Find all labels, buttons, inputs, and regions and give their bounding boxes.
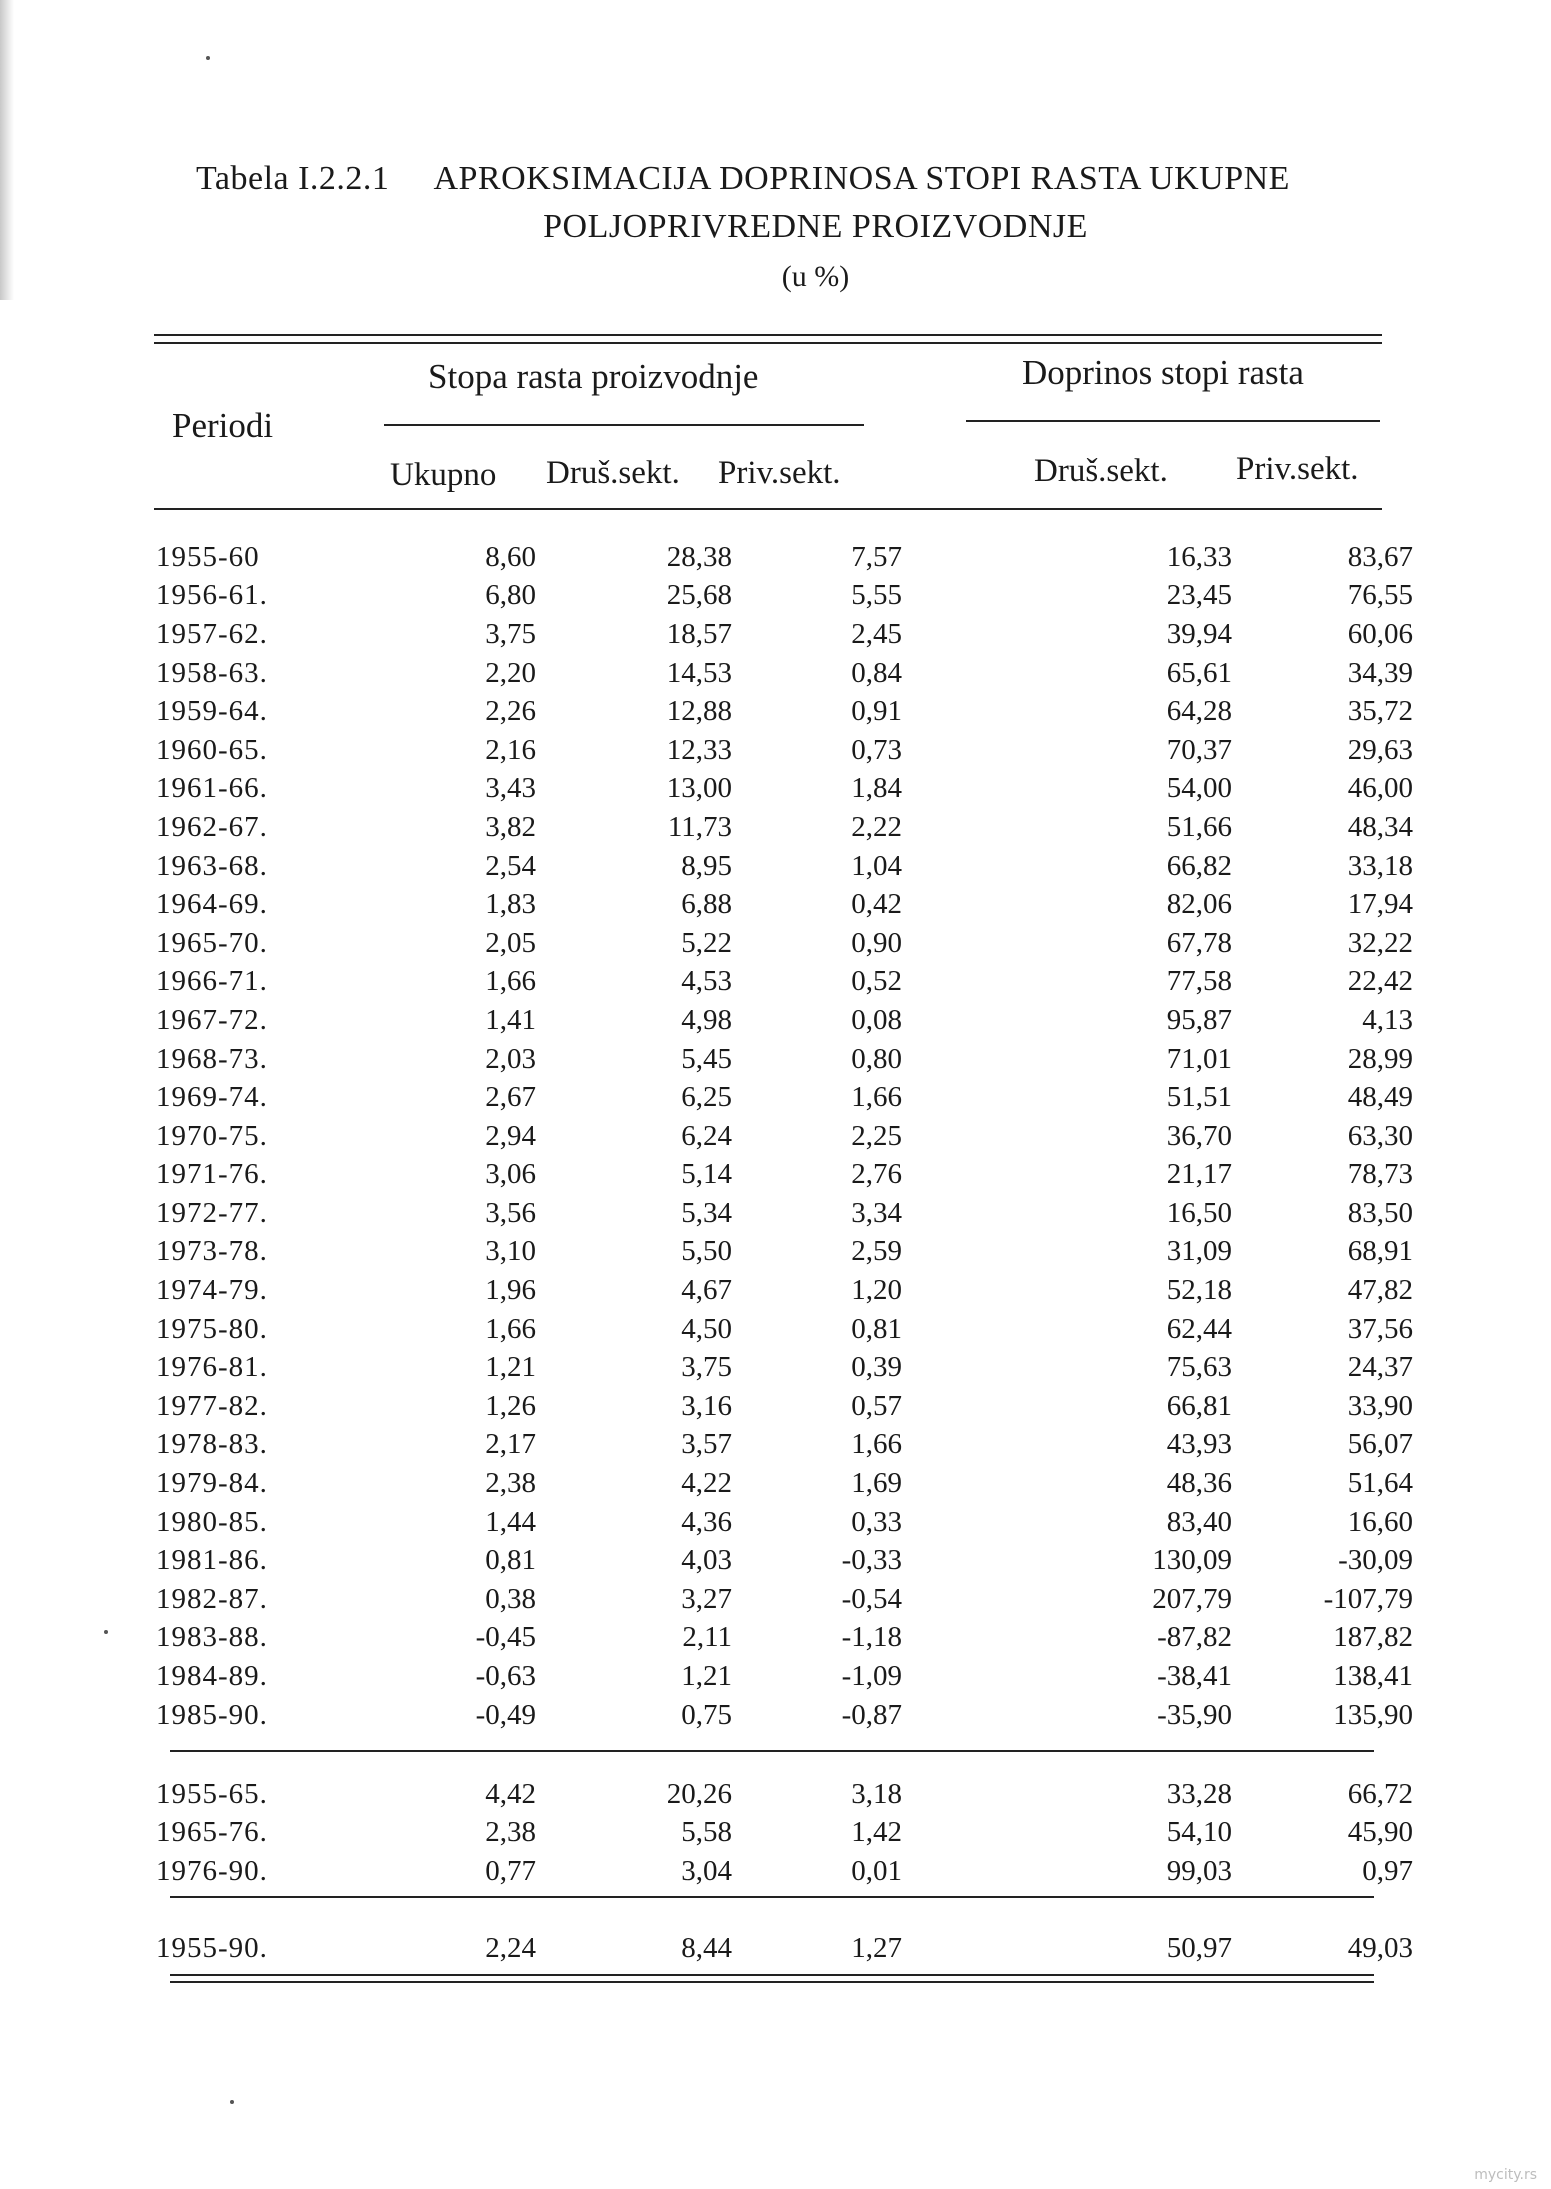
doprinos-priv-cell: 16,60 — [1347, 1505, 1413, 1538]
ukupno-cell: 2,03 — [485, 1042, 536, 1075]
priv-sekt-cell: -0,54 — [841, 1582, 902, 1615]
priv-sekt-cell: 0,90 — [851, 926, 902, 959]
doprinos-priv-cell: -107,79 — [1323, 1582, 1413, 1615]
period-cell: 1964-69. — [156, 888, 268, 921]
period-cell: 1958-63. — [156, 656, 268, 689]
doprinos-priv-cell: 138,41 — [1333, 1660, 1413, 1693]
period-cell: 1980-85. — [156, 1505, 268, 1538]
scan-speck — [206, 56, 210, 60]
doprinos-priv-cell: 22,42 — [1347, 965, 1413, 998]
drus-sekt-cell: 25,68 — [666, 579, 732, 612]
ukupno-cell: 2,16 — [485, 733, 536, 766]
drus-sekt-cell: 4,03 — [681, 1544, 732, 1577]
priv-sekt-cell: 2,25 — [851, 1119, 902, 1152]
doprinos-priv-cell: 135,90 — [1333, 1698, 1413, 1731]
footer-rule-2 — [170, 1981, 1374, 1983]
drus-sekt-cell: 5,58 — [681, 1816, 732, 1849]
priv-sekt-cell: 2,59 — [851, 1235, 902, 1268]
drus-sekt-cell: 3,75 — [681, 1351, 732, 1384]
doprinos-drus-cell: 51,66 — [1166, 810, 1232, 843]
ukupno-cell: 1,41 — [485, 1003, 536, 1036]
priv-sekt-cell: 0,01 — [851, 1854, 902, 1887]
priv-sekt-cell: 0,39 — [851, 1351, 902, 1384]
table-row — [156, 963, 1413, 1002]
doprinos-priv-cell: 78,73 — [1347, 1158, 1413, 1191]
table-row — [156, 1852, 1413, 1891]
drus-sekt-cell: 4,67 — [681, 1274, 732, 1307]
drus-sekt-cell: 5,34 — [681, 1196, 732, 1229]
ukupno-cell: 1,66 — [485, 1312, 536, 1345]
table-row — [156, 1696, 1413, 1735]
ukupno-cell: 8,60 — [485, 540, 536, 573]
doprinos-drus-cell: 65,61 — [1166, 656, 1232, 689]
period-cell: 1962-67. — [156, 810, 268, 843]
doprinos-priv-cell: 33,18 — [1347, 849, 1413, 882]
ukupno-cell: 2,05 — [485, 926, 536, 959]
period-cell: 1982-87. — [156, 1582, 268, 1615]
priv-sekt-cell: 0,33 — [851, 1505, 902, 1538]
priv-sekt-cell: 1,66 — [851, 1428, 902, 1461]
priv-sekt-cell: 1,66 — [851, 1081, 902, 1114]
table-row — [156, 1929, 1413, 1968]
table-row — [156, 1503, 1413, 1542]
table-row — [156, 1078, 1413, 1117]
table-row — [156, 885, 1413, 924]
doprinos-drus-cell: 16,33 — [1166, 540, 1232, 573]
doprinos-priv-cell: 63,30 — [1347, 1119, 1413, 1152]
table-row — [156, 1310, 1413, 1349]
drus-sekt-cell: 5,45 — [681, 1042, 732, 1075]
drus-sekt-cell: 12,88 — [666, 695, 732, 728]
doprinos-drus-cell: 66,81 — [1166, 1389, 1232, 1422]
priv-sekt-cell: 2,22 — [851, 810, 902, 843]
priv-sekt-cell: 0,81 — [851, 1312, 902, 1345]
main-data-table — [156, 538, 1413, 1734]
period-cell: 1963-68. — [156, 849, 268, 882]
doprinos-drus-cell: 51,51 — [1166, 1081, 1232, 1114]
doprinos-priv-cell: 28,99 — [1347, 1042, 1413, 1075]
period-cell: 1965-76. — [156, 1816, 268, 1849]
ukupno-cell: 3,56 — [485, 1196, 536, 1229]
period-cell: 1985-90. — [156, 1698, 268, 1731]
ukupno-cell: 2,17 — [485, 1428, 536, 1461]
doprinos-drus-cell: 67,78 — [1166, 926, 1232, 959]
ukupno-cell: 4,42 — [485, 1777, 536, 1810]
priv-sekt-cell: 0,84 — [851, 656, 902, 689]
priv-sekt-cell: -1,09 — [841, 1660, 902, 1693]
ukupno-cell: 1,83 — [485, 888, 536, 921]
table-row — [156, 1348, 1413, 1387]
doprinos-drus-cell: 54,10 — [1166, 1816, 1232, 1849]
period-cell: 1976-81. — [156, 1351, 268, 1384]
drus-sekt-cell: 0,75 — [681, 1698, 732, 1731]
period-cell: 1966-71. — [156, 965, 268, 998]
period-cell: 1955-60 — [156, 540, 260, 573]
priv-sekt-cell: 1,20 — [851, 1274, 902, 1307]
ukupno-cell: 1,96 — [485, 1274, 536, 1307]
period-cell: 1978-83. — [156, 1428, 268, 1461]
drus-sekt-cell: 6,88 — [681, 888, 732, 921]
priv-sekt-cell: 7,57 — [851, 540, 902, 573]
period-cell: 1976-90. — [156, 1854, 268, 1887]
header-top-rule-2 — [154, 342, 1382, 344]
doprinos-priv-cell: -30,09 — [1338, 1544, 1413, 1577]
drus-sekt-cell: 6,24 — [681, 1119, 732, 1152]
period-cell: 1973-78. — [156, 1235, 268, 1268]
doprinos-drus-cell: 82,06 — [1166, 888, 1232, 921]
table-row — [156, 1040, 1413, 1079]
total-top-rule — [170, 1896, 1374, 1898]
table-row — [156, 1464, 1413, 1503]
period-cell: 1960-65. — [156, 733, 268, 766]
ukupno-cell: 0,38 — [485, 1582, 536, 1615]
ukupno-cell: 1,21 — [485, 1351, 536, 1384]
drus-sekt-cell: 8,44 — [681, 1931, 732, 1964]
doprinos-drus-cell: 71,01 — [1166, 1042, 1232, 1075]
table-row — [156, 1619, 1413, 1658]
priv-sekt-cell: 3,34 — [851, 1196, 902, 1229]
doprinos-drus-cell: 52,18 — [1166, 1274, 1232, 1307]
drus-sekt-cell: 4,36 — [681, 1505, 732, 1538]
doprinos-drus-cell: 70,37 — [1166, 733, 1232, 766]
drus-sekt-cell: 11,73 — [667, 810, 732, 843]
doprinos-drus-cell: -35,90 — [1157, 1698, 1232, 1731]
doprinos-drus-cell: 23,45 — [1166, 579, 1232, 612]
period-cell: 1970-75. — [156, 1119, 268, 1152]
doprinos-priv-cell: 46,00 — [1347, 772, 1413, 805]
doprinos-drus-cell: 31,09 — [1166, 1235, 1232, 1268]
period-cell: 1965-70. — [156, 926, 268, 959]
drus-sekt-cell: 4,53 — [681, 965, 732, 998]
ukupno-cell: -0,63 — [475, 1660, 536, 1693]
ukupno-cell: 2,38 — [485, 1467, 536, 1500]
doprinos-drus-cell: 54,00 — [1166, 772, 1232, 805]
ukupno-cell: 2,94 — [485, 1119, 536, 1152]
header-priv-sekt-doprinos: Priv.sekt. — [1236, 451, 1359, 487]
table-row — [156, 1271, 1413, 1310]
table-row — [156, 1194, 1413, 1233]
doprinos-drus-cell: 95,87 — [1166, 1003, 1232, 1036]
priv-sekt-cell: -0,33 — [841, 1544, 902, 1577]
ukupno-cell: 2,54 — [485, 849, 536, 882]
ukupno-cell: 3,10 — [485, 1235, 536, 1268]
drus-sekt-cell: 8,95 — [681, 849, 732, 882]
ukupno-cell: 3,75 — [485, 617, 536, 650]
drus-sekt-cell: 5,14 — [681, 1158, 732, 1191]
doprinos-priv-cell: 60,06 — [1347, 617, 1413, 650]
period-cell: 1955-65. — [156, 1777, 268, 1810]
doprinos-drus-cell: 99,03 — [1166, 1854, 1232, 1887]
doprinos-priv-cell: 187,82 — [1333, 1621, 1413, 1654]
table-row — [156, 577, 1413, 616]
title-unit: (u %) — [781, 260, 850, 293]
period-cell: 1968-73. — [156, 1042, 268, 1075]
doprinos-drus-cell: 62,44 — [1166, 1312, 1232, 1345]
doprinos-drus-cell: 77,58 — [1166, 965, 1232, 998]
ukupno-cell: 2,38 — [485, 1816, 536, 1849]
table-row — [156, 731, 1413, 770]
drus-sekt-cell: 4,22 — [681, 1467, 732, 1500]
ukupno-cell: 3,82 — [485, 810, 536, 843]
table-row — [156, 615, 1413, 654]
drus-sekt-cell: 3,16 — [681, 1389, 732, 1422]
title-line-1 — [196, 160, 1290, 198]
ukupno-cell: 0,77 — [485, 1854, 536, 1887]
ukupno-cell: 1,26 — [485, 1389, 536, 1422]
table-row — [156, 924, 1413, 963]
doprinos-drus-cell: 21,17 — [1166, 1158, 1232, 1191]
drus-sekt-cell: 3,04 — [681, 1854, 732, 1887]
period-cell: 1961-66. — [156, 772, 268, 805]
ukupno-cell: 2,67 — [485, 1081, 536, 1114]
doprinos-drus-cell: 130,09 — [1152, 1544, 1232, 1577]
period-cell: 1967-72. — [156, 1003, 268, 1036]
table-row — [156, 1541, 1413, 1580]
header-periodi: Periodi — [172, 406, 274, 445]
doprinos-drus-cell: 48,36 — [1166, 1467, 1232, 1500]
scan-speck — [230, 2100, 234, 2104]
doprinos-priv-cell: 83,67 — [1347, 540, 1413, 573]
table-row — [156, 1426, 1413, 1465]
period-cell: 1979-84. — [156, 1467, 268, 1500]
summary-table — [156, 1775, 1413, 1891]
drus-sekt-cell: 6,25 — [681, 1081, 732, 1114]
drus-sekt-cell: 14,53 — [666, 656, 732, 689]
doprinos-priv-cell: 45,90 — [1347, 1816, 1413, 1849]
ukupno-cell: 2,26 — [485, 695, 536, 728]
ukupno-cell: -0,45 — [475, 1621, 536, 1654]
ukupno-cell: 1,66 — [485, 965, 536, 998]
table-row — [156, 538, 1413, 577]
priv-sekt-cell: 2,45 — [851, 617, 902, 650]
table-row — [156, 692, 1413, 731]
drus-sekt-cell: 18,57 — [666, 617, 732, 650]
drus-sekt-cell: 13,00 — [666, 772, 732, 805]
ukupno-cell: 2,24 — [485, 1931, 536, 1964]
doprinos-priv-cell: 48,34 — [1347, 810, 1413, 843]
title-line-2: POLJOPRIVREDNE PROIZVODNJE — [543, 208, 1088, 245]
priv-sekt-cell: 1,84 — [851, 772, 902, 805]
ukupno-cell: -0,49 — [475, 1698, 536, 1731]
doprinos-drus-cell: 207,79 — [1152, 1582, 1232, 1615]
priv-sekt-cell: 5,55 — [851, 579, 902, 612]
doprinos-drus-cell: 66,82 — [1166, 849, 1232, 882]
period-cell: 1977-82. — [156, 1389, 268, 1422]
priv-sekt-cell: 0,08 — [851, 1003, 902, 1036]
doprinos-priv-cell: 4,13 — [1362, 1003, 1413, 1036]
drus-sekt-cell: 5,22 — [681, 926, 732, 959]
drus-sekt-cell: 2,11 — [682, 1621, 732, 1654]
header-top-rule-1 — [154, 334, 1382, 336]
drus-sekt-cell: 4,50 — [681, 1312, 732, 1345]
doprinos-priv-cell: 56,07 — [1347, 1428, 1413, 1461]
doprinos-priv-cell: 35,72 — [1347, 695, 1413, 728]
period-cell: 1981-86. — [156, 1544, 268, 1577]
header-drus-sekt-doprinos: Druš.sekt. — [1034, 453, 1168, 489]
priv-sekt-cell: 0,73 — [851, 733, 902, 766]
priv-sekt-cell: -0,87 — [841, 1698, 902, 1731]
doprinos-priv-cell: 49,03 — [1347, 1931, 1413, 1964]
table-row — [156, 1117, 1413, 1156]
priv-sekt-cell: 3,18 — [851, 1777, 902, 1810]
ukupno-cell: 3,06 — [485, 1158, 536, 1191]
doprinos-priv-cell: 33,90 — [1347, 1389, 1413, 1422]
doprinos-drus-cell: 16,50 — [1166, 1196, 1232, 1229]
header-drus-sekt: Druš.sekt. — [546, 455, 680, 491]
period-cell: 1983-88. — [156, 1621, 268, 1654]
drus-sekt-cell: 3,27 — [681, 1582, 732, 1615]
group1-underline — [384, 424, 864, 426]
doprinos-drus-cell: 75,63 — [1166, 1351, 1232, 1384]
doprinos-priv-cell: 29,63 — [1347, 733, 1413, 766]
doprinos-drus-cell: 33,28 — [1166, 1777, 1232, 1810]
drus-sekt-cell: 3,57 — [681, 1428, 732, 1461]
drus-sekt-cell: 5,50 — [681, 1235, 732, 1268]
doprinos-drus-cell: -87,82 — [1157, 1621, 1232, 1654]
priv-sekt-cell: 0,52 — [851, 965, 902, 998]
summary-top-rule — [170, 1750, 1374, 1752]
doprinos-drus-cell: 83,40 — [1166, 1505, 1232, 1538]
doprinos-drus-cell: 50,97 — [1166, 1931, 1232, 1964]
drus-sekt-cell: 12,33 — [666, 733, 732, 766]
priv-sekt-cell: 1,42 — [851, 1816, 902, 1849]
priv-sekt-cell: 0,91 — [851, 695, 902, 728]
title-text-1: APROKSIMACIJA DOPRINOSA STOPI RASTA UKUPNE — [433, 160, 1290, 197]
doprinos-priv-cell: 34,39 — [1347, 656, 1413, 689]
table-row — [156, 1156, 1413, 1195]
period-cell: 1975-80. — [156, 1312, 268, 1345]
doprinos-drus-cell: 36,70 — [1166, 1119, 1232, 1152]
doprinos-priv-cell: 51,64 — [1347, 1467, 1413, 1500]
period-cell: 1959-64. — [156, 695, 268, 728]
doprinos-drus-cell: 64,28 — [1166, 695, 1232, 728]
group2-underline — [966, 420, 1380, 422]
period-cell: 1969-74. — [156, 1081, 268, 1114]
period-cell: 1957-62. — [156, 617, 268, 650]
priv-sekt-cell: -1,18 — [841, 1621, 902, 1654]
doprinos-priv-cell: 68,91 — [1347, 1235, 1413, 1268]
table-row — [156, 1387, 1413, 1426]
watermark: mycity.rs — [1474, 2167, 1537, 2183]
scan-shadow — [0, 0, 14, 300]
table-row — [156, 1775, 1413, 1814]
doprinos-priv-cell: 76,55 — [1347, 579, 1413, 612]
period-cell: 1955-90. — [156, 1931, 268, 1964]
table-row — [156, 1001, 1413, 1040]
doprinos-priv-cell: 24,37 — [1347, 1351, 1413, 1384]
priv-sekt-cell: 0,42 — [851, 888, 902, 921]
doprinos-priv-cell: 47,82 — [1347, 1274, 1413, 1307]
table-row — [156, 1657, 1413, 1696]
priv-sekt-cell: 1,69 — [851, 1467, 902, 1500]
table-row — [156, 1233, 1413, 1272]
total-table — [156, 1929, 1413, 1968]
ukupno-cell: 2,20 — [485, 656, 536, 689]
header-ukupno: Ukupno — [390, 457, 497, 493]
scan-speck — [104, 1630, 108, 1634]
period-cell: 1974-79. — [156, 1274, 268, 1307]
priv-sekt-cell: 0,80 — [851, 1042, 902, 1075]
doprinos-priv-cell: 83,50 — [1347, 1196, 1413, 1229]
doprinos-priv-cell: 48,49 — [1347, 1081, 1413, 1114]
ukupno-cell: 1,44 — [485, 1505, 536, 1538]
drus-sekt-cell: 1,21 — [681, 1660, 732, 1693]
doprinos-drus-cell: 43,93 — [1166, 1428, 1232, 1461]
priv-sekt-cell: 1,27 — [851, 1931, 902, 1964]
doprinos-priv-cell: 32,22 — [1347, 926, 1413, 959]
table-row — [156, 654, 1413, 693]
table-row — [156, 1814, 1413, 1853]
doprinos-priv-cell: 37,56 — [1347, 1312, 1413, 1345]
period-cell: 1984-89. — [156, 1660, 268, 1693]
period-cell: 1971-76. — [156, 1158, 268, 1191]
table-row — [156, 847, 1413, 886]
period-cell: 1972-77. — [156, 1196, 268, 1229]
drus-sekt-cell: 28,38 — [666, 540, 732, 573]
period-cell: 1956-61. — [156, 579, 268, 612]
priv-sekt-cell: 2,76 — [851, 1158, 902, 1191]
doprinos-priv-cell: 0,97 — [1362, 1854, 1413, 1887]
header-priv-sekt: Priv.sekt. — [718, 455, 841, 491]
ukupno-cell: 6,80 — [485, 579, 536, 612]
header-stopa-rasta: Stopa rasta proizvodnje — [428, 357, 759, 396]
table-row — [156, 770, 1413, 809]
drus-sekt-cell: 20,26 — [666, 1777, 732, 1810]
priv-sekt-cell: 0,57 — [851, 1389, 902, 1422]
drus-sekt-cell: 4,98 — [681, 1003, 732, 1036]
doprinos-priv-cell: 17,94 — [1347, 888, 1413, 921]
table-row — [156, 808, 1413, 847]
ukupno-cell: 0,81 — [485, 1544, 536, 1577]
table-number: Tabela I.2.2.1 — [196, 160, 390, 197]
doprinos-drus-cell: 39,94 — [1166, 617, 1232, 650]
doprinos-drus-cell: -38,41 — [1157, 1660, 1232, 1693]
table-row — [156, 1580, 1413, 1619]
priv-sekt-cell: 1,04 — [851, 849, 902, 882]
header-bottom-rule — [154, 508, 1382, 510]
header-doprinos: Doprinos stopi rasta — [1022, 353, 1304, 392]
doprinos-priv-cell: 66,72 — [1347, 1777, 1413, 1810]
footer-rule-1 — [170, 1974, 1374, 1976]
ukupno-cell: 3,43 — [485, 772, 536, 805]
